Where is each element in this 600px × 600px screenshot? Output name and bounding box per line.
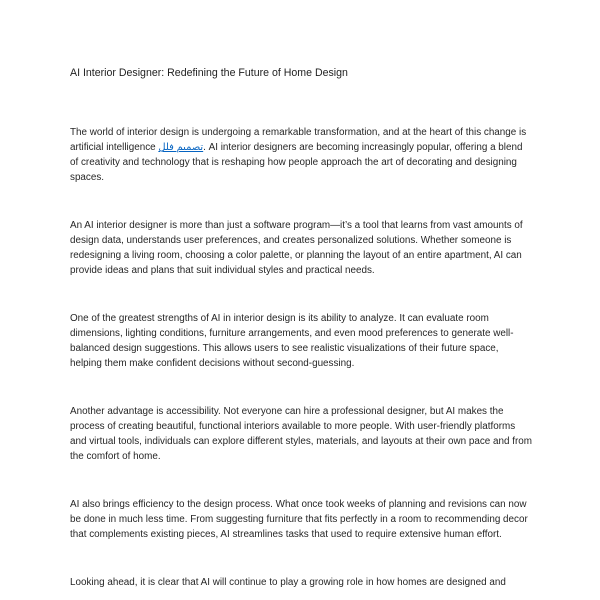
paragraph-what-is-ai-designer: An AI interior designer is more than just a software program—it’s a tool that learns from vast amounts of design data, understands user preferences, and creates personalized solutions. Whether someone is redesigning a living room, choosing a color palette, or planning the layout of an entire apartment, AI can provide ideas and plans that suit individual styles and practical needs.: [70, 220, 523, 276]
paragraph-accessibility: Another advantage is accessibility. Not everyone can hire a professional designer, but AI makes the process of creating beautiful, functional interiors available to more people. With user-friendly platforms and virtual tools, individuals can explore different styles, materials, and layouts at their own pace and from the comfort of home.: [70, 406, 532, 462]
paragraph-text: The world of interior design is undergoing a remarkable transformation, and at the heart of this change is artificial intelligence: [70, 127, 527, 153]
paragraph-cutoff: Looking ahead, it is clear that AI will continue to play a growing role in how homes are designed and: [70, 577, 506, 588]
arabic-hyperlink[interactable]: تصميم فلل: [158, 142, 204, 153]
document-title: AI Interior Designer: Redefining the Future of Home Design: [70, 67, 348, 79]
paragraph-intro: [70, 125, 532, 185]
paragraph-text: . AI interior designers are becoming increasingly popular, offering a blend of creativity and technology that is reshaping how people approach the art of decorating and designing spaces.: [70, 142, 523, 183]
paragraph-efficiency: AI also brings efficiency to the design process. What once took weeks of planning and revisions can now be done in much less time. From suggesting furniture that fits perfectly in a room to recommending decor that complements existing pieces, AI streamlines tasks that used to require extensive human effort.: [70, 499, 528, 540]
paragraph-analysis-strengths: One of the greatest strengths of AI in interior design is its ability to analyze. It can evaluate room dimensions, lighting conditions, furniture arrangements, and even mood preferences to generate well-balanced design suggestions. This allows users to see realistic visualizations of their future space, helping them make confident decisions without second-guessing.: [70, 313, 514, 369]
